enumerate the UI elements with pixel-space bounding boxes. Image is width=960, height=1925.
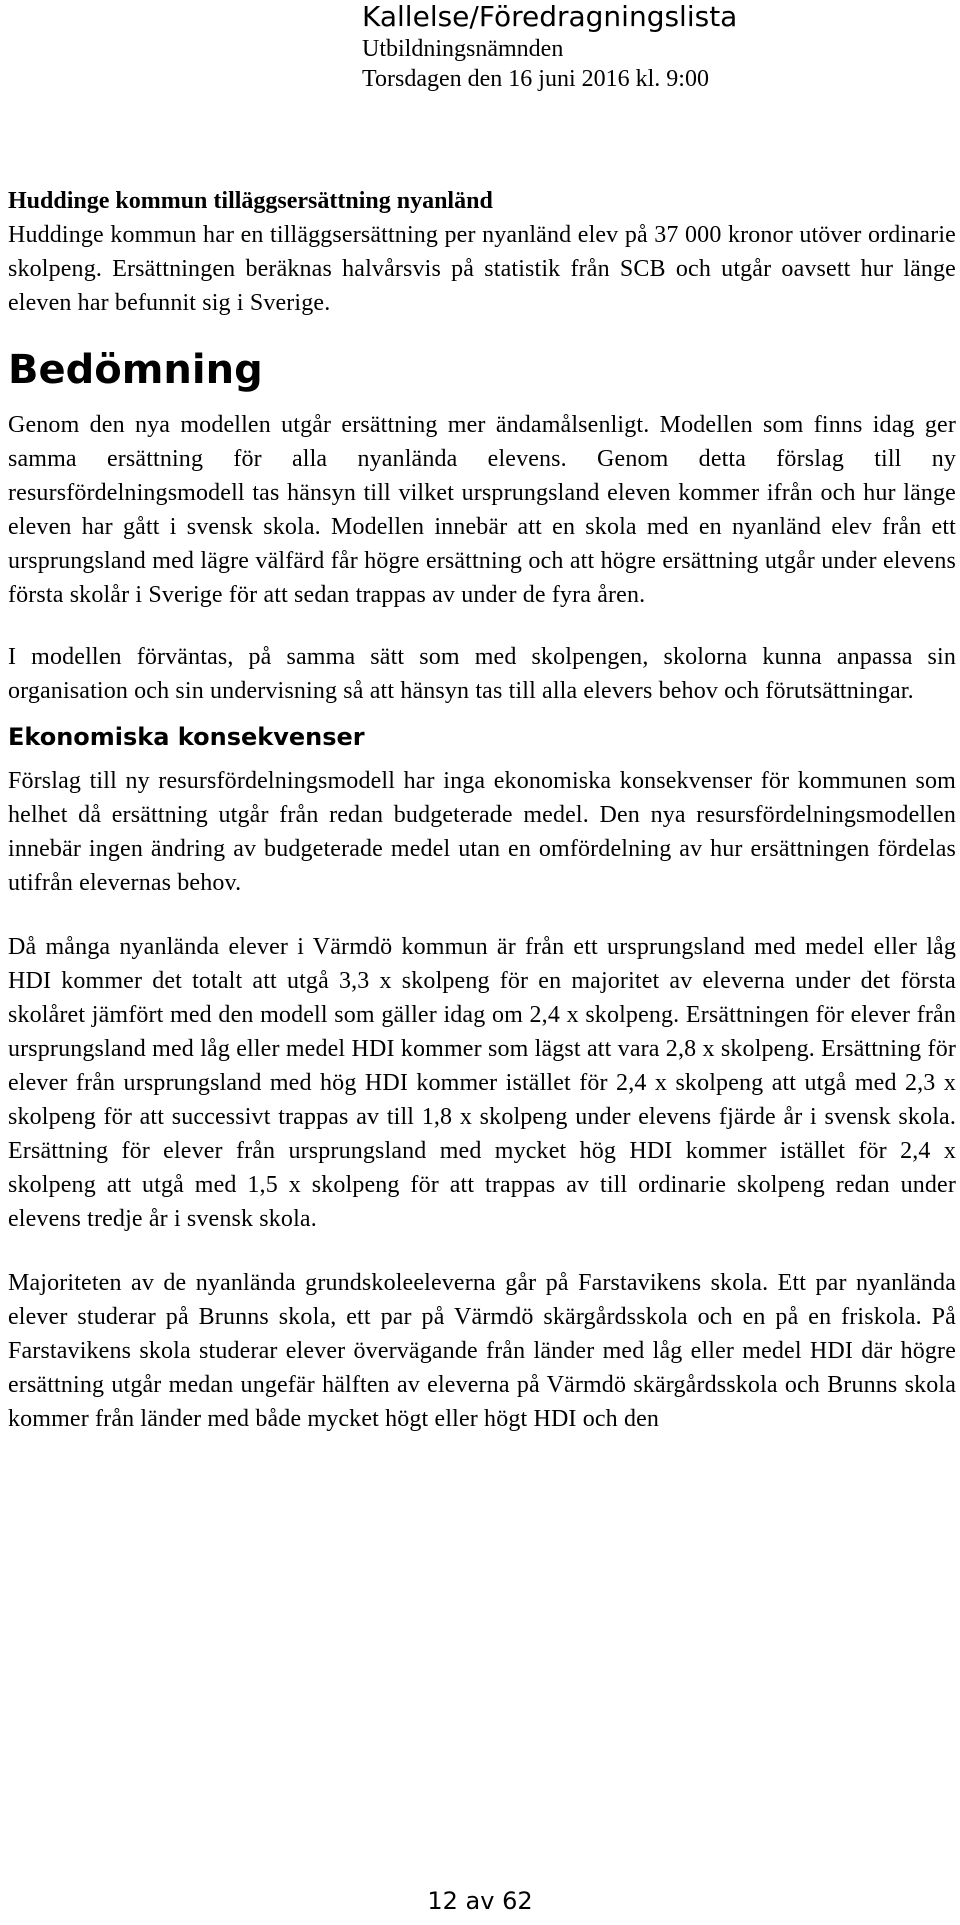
page-footer <box>0 1886 960 1916</box>
section-bedomning <box>8 346 956 708</box>
ekonomiska-paragraph-1: Förslag till ny resursfördelningsmodell har inga ekonomiska konsekvenser för kommunen som helhet då ersättning utgår från redan budgeterade medel. Den nya resursfördelningsmodellen innebär ingen ändring av budgeterade medel utan en omfördelning av hur ersättningen fördelas utifrån elevernas behov. <box>8 768 956 896</box>
ekonomiska-paragraph-2: Då många nyanlända elever i Värmdö kommun är från ett ursprungsland med medel eller låg HDI kommer det totalt att utgå 3,3 x skolpeng för en majoritet av eleverna under det första skolåret jämfört med den modell som gäller idag om 2,4 x skolpeng. Ersättningen för elever från ursprungsland med låg eller medel HDI kommer som lägst att vara 2,8 x skolpeng. Ersättning för elever från ursprungsland med hög HDI kommer istället för 2,4 x skolpeng att utgå med 2,3 x skolpeng för att successivt trappas av till 1,8 x skolpeng under elevens fjärde år i svensk skola. Ersättning för elever från ursprungsland med mycket hög HDI kommer istället för 2,4 x skolpeng att utgå med 1,5 x skolpeng för att trappas av till ordinarie skolpeng redan under elevens tredje år i svensk skola. <box>8 934 956 1232</box>
section-ekonomiska-konsekvenser <box>8 722 956 1436</box>
ekonomiska-heading: Ekonomiska konsekvenser <box>8 723 365 751</box>
ekonomiska-paragraph-3: Majoriteten av de nyanlända grundskoleeleverna går på Farstavikens skola. Ett par nyanlända elever studerar på Brunns skola, ett par på Värmdö skärgårdsskola och en på en friskola. På Farstavikens skola studerar elever övervägande från länder med låg eller medel HDI där högre ersättning utgår medan ungefär hälften av eleverna på Värmdö skärgårdsskola och Brunns skola kommer från länder med både mycket högt eller högt HDI och den <box>8 1270 956 1432</box>
huddinge-heading: Huddinge kommun tilläggsersättning nyanländ <box>8 188 493 214</box>
section-huddinge <box>8 184 956 320</box>
document-title: Kallelse/Föredragningslista <box>362 0 738 33</box>
page-number: 12 av 62 <box>427 1887 533 1915</box>
bedomning-heading: Bedömning <box>8 347 263 393</box>
meeting-date: Torsdagen den 16 juni 2016 kl. 9:00 <box>362 66 709 92</box>
huddinge-text: Huddinge kommun har en tilläggsersättning per nyanländ elev på 37 000 kronor utöver ordinarie skolpeng. Ersättningen beräknas halvårsvis på statistik från SCB och utgår oavsett hur länge eleven har befunnit sig i Sverige. <box>8 222 956 316</box>
page-header <box>362 0 922 94</box>
bedomning-paragraph-1: Genom den nya modellen utgår ersättning mer ändamålsenligt. Modellen som finns idag ger samma ersättning för alla nyanlända elevens. Genom detta förslag till ny resursfördelningsmodell tas hänsyn till vilket ursprungsland eleven kommer ifrån och hur länge eleven har gått i svensk skola. Modellen innebär att en skola med en nyanländ elev från ett ursprungsland med lägre välfärd får högre ersättning och att högre ersättning utgår under elevens första skolår i Sverige för att sedan trappas av under de fyra åren. <box>8 412 956 608</box>
document-body <box>8 184 956 1436</box>
bedomning-paragraph-2: I modellen förväntas, på samma sätt som med skolpengen, skolorna kunna anpassa sin organisation och sin undervisning så att hänsyn tas till alla elevers behov och förutsättningar. <box>8 644 956 704</box>
committee-name: Utbildningsnämnden <box>362 36 564 62</box>
